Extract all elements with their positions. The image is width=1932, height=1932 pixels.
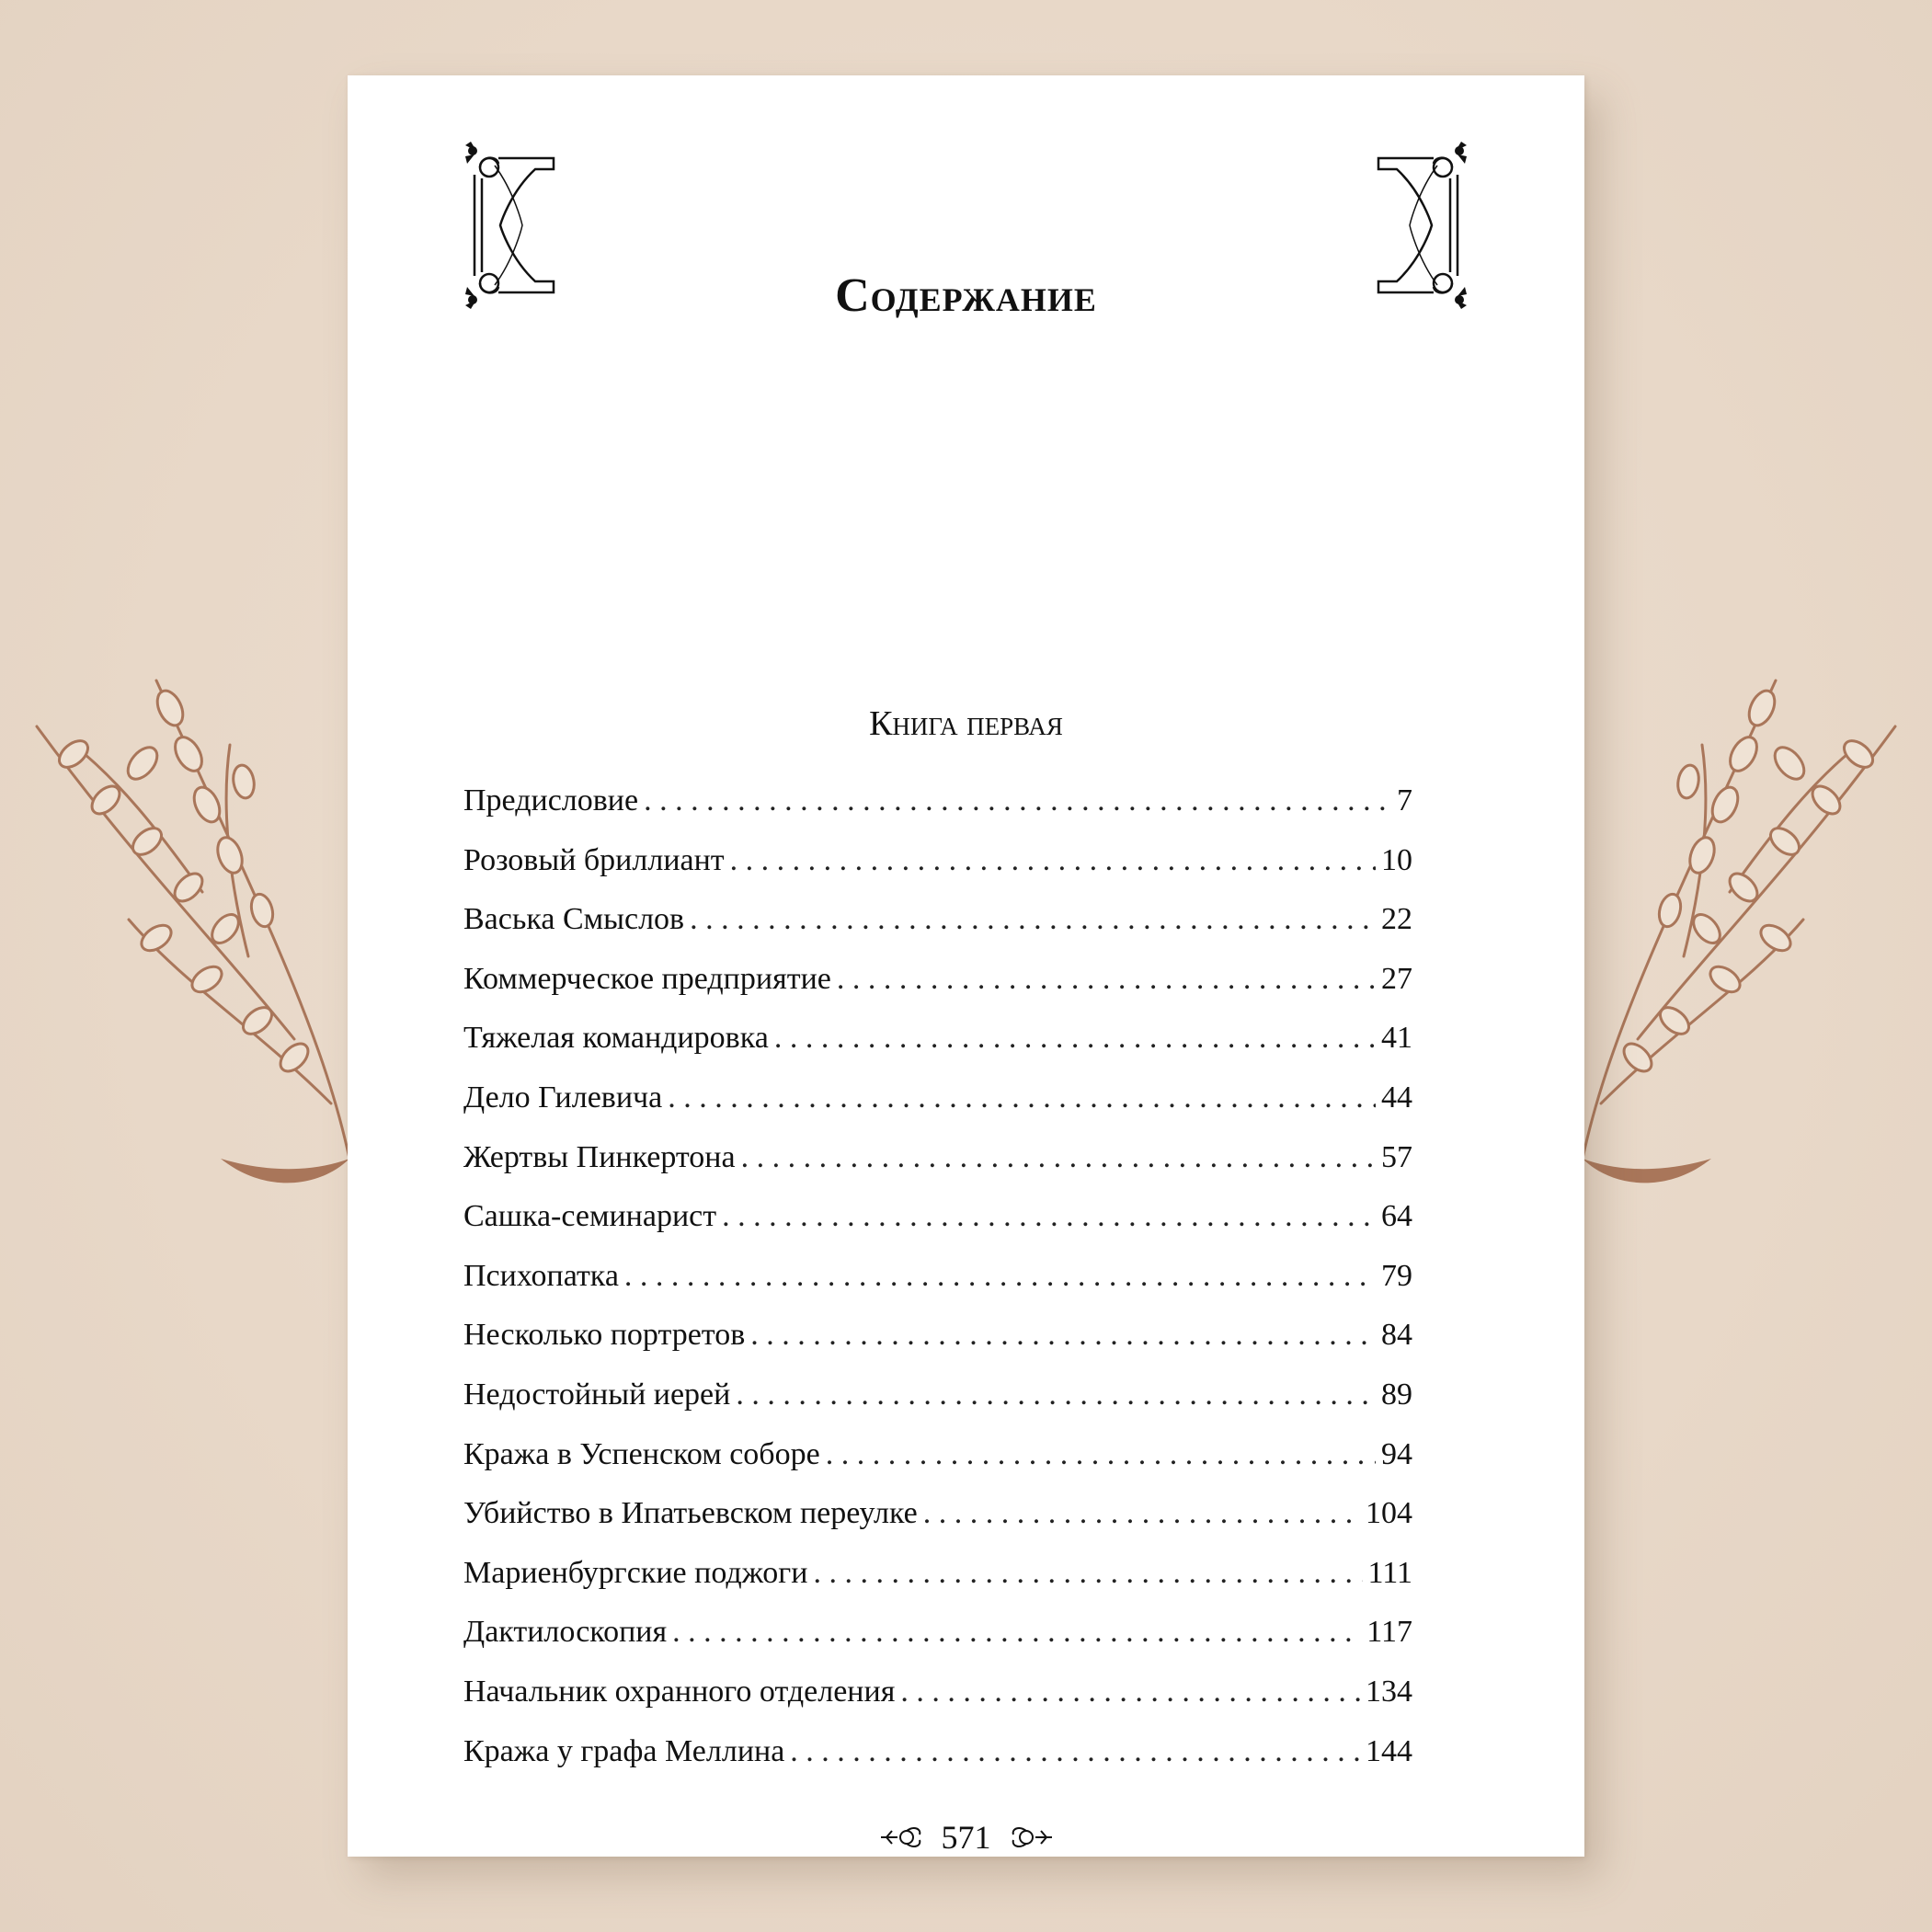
toc-entry-title: Убийство в Ипатьевском переулке xyxy=(463,1496,918,1531)
toc-leader-dots xyxy=(813,1556,1362,1591)
toc-entry-title: Мариенбургские поджоги xyxy=(463,1555,808,1590)
toc-entry xyxy=(463,1556,1412,1616)
toc-entry xyxy=(463,1437,1412,1497)
toc-entry-page: 89 xyxy=(1381,1377,1412,1412)
toc-leader-dots xyxy=(790,1734,1360,1769)
book-page xyxy=(348,75,1584,1857)
toc-entry-title: Коммерческое предприятие xyxy=(463,961,831,996)
page-footer xyxy=(348,1818,1584,1857)
toc-entry-title: Кража у графа Меллина xyxy=(463,1733,785,1768)
toc-leader-dots xyxy=(668,1080,1376,1115)
toc-entry-page: 57 xyxy=(1381,1139,1412,1174)
toc-entry xyxy=(463,1734,1412,1794)
toc-entry-page: 104 xyxy=(1366,1496,1412,1531)
toc-entry-title: Кража в Успенском соборе xyxy=(463,1436,820,1471)
toc-entry xyxy=(463,902,1412,962)
toc-entry xyxy=(463,1496,1412,1556)
toc-entry xyxy=(463,1199,1412,1259)
toc-leader-dots xyxy=(672,1615,1361,1650)
toc-entry-page: 44 xyxy=(1381,1080,1412,1115)
toc-entry-title: Предисловие xyxy=(463,783,639,817)
page-number: 571 xyxy=(941,1819,991,1856)
toc-entry-page: 7 xyxy=(1397,783,1412,817)
toc-entry-page: 84 xyxy=(1381,1318,1412,1353)
toc-entry-page: 64 xyxy=(1381,1199,1412,1234)
toc-entry-title: Жертвы Пинкертона xyxy=(463,1139,736,1174)
toc-entry-page: 79 xyxy=(1381,1258,1412,1293)
toc-entry-title: Дактилоскопия xyxy=(463,1615,668,1650)
toc-entry xyxy=(463,843,1412,903)
toc-leader-dots xyxy=(736,1378,1376,1412)
toc-entry-title: Розовый бриллиант xyxy=(463,842,725,877)
toc-entry xyxy=(463,1140,1412,1200)
toc-entry-title: Сашка-семинарист xyxy=(463,1199,717,1234)
toc-entry-page: 94 xyxy=(1381,1436,1412,1471)
toc-entry xyxy=(463,1259,1412,1319)
toc-entry-title: Дело Гилевича xyxy=(463,1080,663,1115)
toc-leader-dots xyxy=(690,902,1376,937)
toc-leader-dots xyxy=(624,1259,1376,1294)
toc-entry xyxy=(463,1378,1412,1437)
toc-entry-title: Психопатка xyxy=(463,1258,619,1293)
toc-entry xyxy=(463,1615,1412,1675)
toc-entry-title: Начальник охранного отделения xyxy=(463,1674,896,1709)
toc-entry-page: 41 xyxy=(1381,1021,1412,1056)
toc-leader-dots xyxy=(837,962,1376,997)
toc-entry xyxy=(463,1318,1412,1378)
toc-entry-page: 10 xyxy=(1381,842,1412,877)
toc-entry-title: Несколько портретов xyxy=(463,1318,746,1353)
toc-entry-page: 111 xyxy=(1367,1555,1412,1590)
toc-leader-dots xyxy=(826,1437,1376,1472)
toc-leader-dots xyxy=(923,1496,1360,1531)
toc-entry xyxy=(463,1021,1412,1080)
toc-entry-page: 117 xyxy=(1366,1615,1412,1650)
toc-entry xyxy=(463,1080,1412,1140)
toc-leader-dots xyxy=(774,1021,1376,1056)
toc-entry-page: 27 xyxy=(1381,961,1412,996)
toc-entry-title: Васька Смыслов xyxy=(463,902,685,937)
toc-entry-title: Недостойный иерей xyxy=(463,1377,731,1412)
toc-leader-dots xyxy=(644,783,1391,818)
toc-entry-page: 144 xyxy=(1366,1733,1412,1768)
toc-leader-dots xyxy=(750,1318,1376,1353)
toc-leader-dots xyxy=(722,1199,1376,1234)
book-heading: Книга первая xyxy=(869,704,1063,743)
table-of-contents xyxy=(463,783,1412,1793)
toc-leader-dots xyxy=(730,843,1376,878)
flourish-icon xyxy=(879,1823,925,1851)
toc-entry xyxy=(463,783,1412,843)
toc-leader-dots xyxy=(741,1140,1376,1175)
toc-entry xyxy=(463,962,1412,1022)
toc-entry xyxy=(463,1675,1412,1734)
toc-entry-page: 134 xyxy=(1366,1674,1412,1709)
page-title: Содержание xyxy=(835,269,1097,322)
toc-entry-page: 22 xyxy=(1381,902,1412,937)
toc-leader-dots xyxy=(900,1675,1360,1709)
toc-entry-title: Тяжелая командировка xyxy=(463,1021,769,1056)
flourish-icon xyxy=(1008,1823,1054,1851)
